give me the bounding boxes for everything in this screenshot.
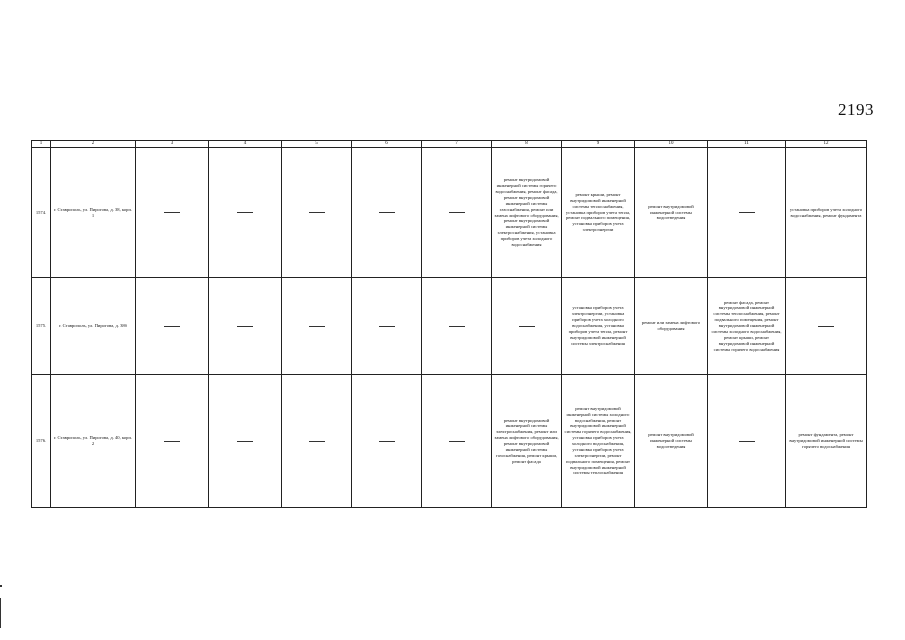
work-cell: ремонт внутридомовой инженерной системы горячего водоснабжения, ремонт фасада, ремонт внутридомовой инженерной системы газоснабжения, ремонт или замена лифтового оборудования, ремонт внутридомовой инженерной системы электроснабжения, установка приборов учета холодного водоснабжения [492, 148, 562, 278]
empty-cell [282, 375, 352, 508]
column-number: 12 [786, 141, 867, 148]
dash-mark [379, 326, 395, 327]
table-row [32, 375, 867, 508]
column-number-header-row [32, 141, 867, 148]
empty-cell [352, 278, 422, 375]
dash-mark [237, 326, 253, 327]
empty-cell [209, 375, 282, 508]
empty-cell [492, 278, 562, 375]
work-cell: ремонт фасада, ремонт внутридомовой инженерной системы теплоснабжения, ремонт подвального помещения, ремонт внутридомовой инженерной системы холодного водоснабжения, ремонт крыши, ремонт внутридомовой инженерной системы горячего водоснабжения [708, 278, 786, 375]
empty-cell [209, 278, 282, 375]
address-cell: г. Ставрополь, ул. Пирогова, д. 40, корп. 2 [51, 375, 136, 508]
table-row [32, 148, 867, 278]
dash-mark [449, 212, 465, 213]
empty-cell [352, 148, 422, 278]
work-cell: ремонт внутридомовой инженерной системы холодного водоснабжения, ремонт внутридомовой инженерной системы горячего водоснабжения, установка приборов учета холодного водоснабжения, установка приборов учета электроэнергии, ремонт подвального помещения, ремонт внутридомовой инженерной системы теплоснабжения [562, 375, 635, 508]
scan-edge-mark [0, 598, 1, 628]
dash-mark [164, 212, 180, 213]
dash-mark [379, 212, 395, 213]
work-cell: ремонт крыши, ремонт внутридомовой инженерной системы теплоснабжения, установка приборов учета тепла, ремонт подвального помещения, установка приборов учета электроэнергии [562, 148, 635, 278]
empty-cell [422, 375, 492, 508]
capital-repair-table [31, 140, 867, 508]
empty-cell [708, 375, 786, 508]
dash-mark [449, 441, 465, 442]
empty-cell [136, 278, 209, 375]
column-number: 2 [51, 141, 136, 148]
dash-mark [519, 326, 535, 327]
address-cell: г. Ставрополь, ул. Пирогова, д. 38б [51, 278, 136, 375]
dash-mark [739, 212, 755, 213]
scan-edge-mark [0, 585, 2, 587]
table-row [32, 278, 867, 375]
column-number: 3 [136, 141, 209, 148]
empty-cell [352, 375, 422, 508]
dash-mark [379, 441, 395, 442]
dash-mark [237, 441, 253, 442]
dash-mark [309, 212, 325, 213]
dash-mark [739, 441, 755, 442]
column-number: 1 [32, 141, 51, 148]
row-number: 1576. [32, 375, 51, 508]
address-cell: г. Ставрополь, ул. Пирогова, д. 38, корп. 1 [51, 148, 136, 278]
empty-cell [708, 148, 786, 278]
column-number: 8 [492, 141, 562, 148]
row-number: 1575. [32, 278, 51, 375]
dash-mark [818, 326, 834, 327]
work-cell: ремонт фундамента, ремонт внутридомовой инженерной системы горячего водоснабжения [786, 375, 867, 508]
dash-mark [309, 441, 325, 442]
work-cell: ремонт внутридомовой инженерной системы электроснабжения, ремонт или замена лифтового оборудования, ремонт внутридомовой инженерной системы газоснабжения, ремонт крыши, ремонт фасада [492, 375, 562, 508]
column-number: 11 [708, 141, 786, 148]
empty-cell [136, 148, 209, 278]
work-cell: ремонт внутридомовой инженерной системы водоотведения [635, 148, 708, 278]
dash-mark [237, 212, 253, 213]
work-cell: установка приборов учета холодного водоснабжения, ремонт фундамента [786, 148, 867, 278]
dash-mark [164, 326, 180, 327]
work-cell: установка приборов учета электроэнергии, установка приборов учета холодного водоснабжения, установка приборов учета тепла, ремонт внутридомовой инженерной системы электроснабжения [562, 278, 635, 375]
empty-cell [136, 375, 209, 508]
column-number: 5 [282, 141, 352, 148]
column-number: 4 [209, 141, 282, 148]
empty-cell [282, 278, 352, 375]
dash-mark [164, 441, 180, 442]
column-number: 10 [635, 141, 708, 148]
dash-mark [449, 326, 465, 327]
work-cell: ремонт или замена лифтового оборудования [635, 278, 708, 375]
empty-cell [282, 148, 352, 278]
empty-cell [422, 148, 492, 278]
empty-cell [786, 278, 867, 375]
work-cell: ремонт внутридомовой инженерной системы водоотведения [635, 375, 708, 508]
dash-mark [309, 326, 325, 327]
column-number: 7 [422, 141, 492, 148]
row-number: 1574. [32, 148, 51, 278]
column-number: 9 [562, 141, 635, 148]
empty-cell [209, 148, 282, 278]
page-number: 2193 [838, 100, 874, 119]
column-number: 6 [352, 141, 422, 148]
empty-cell [422, 278, 492, 375]
